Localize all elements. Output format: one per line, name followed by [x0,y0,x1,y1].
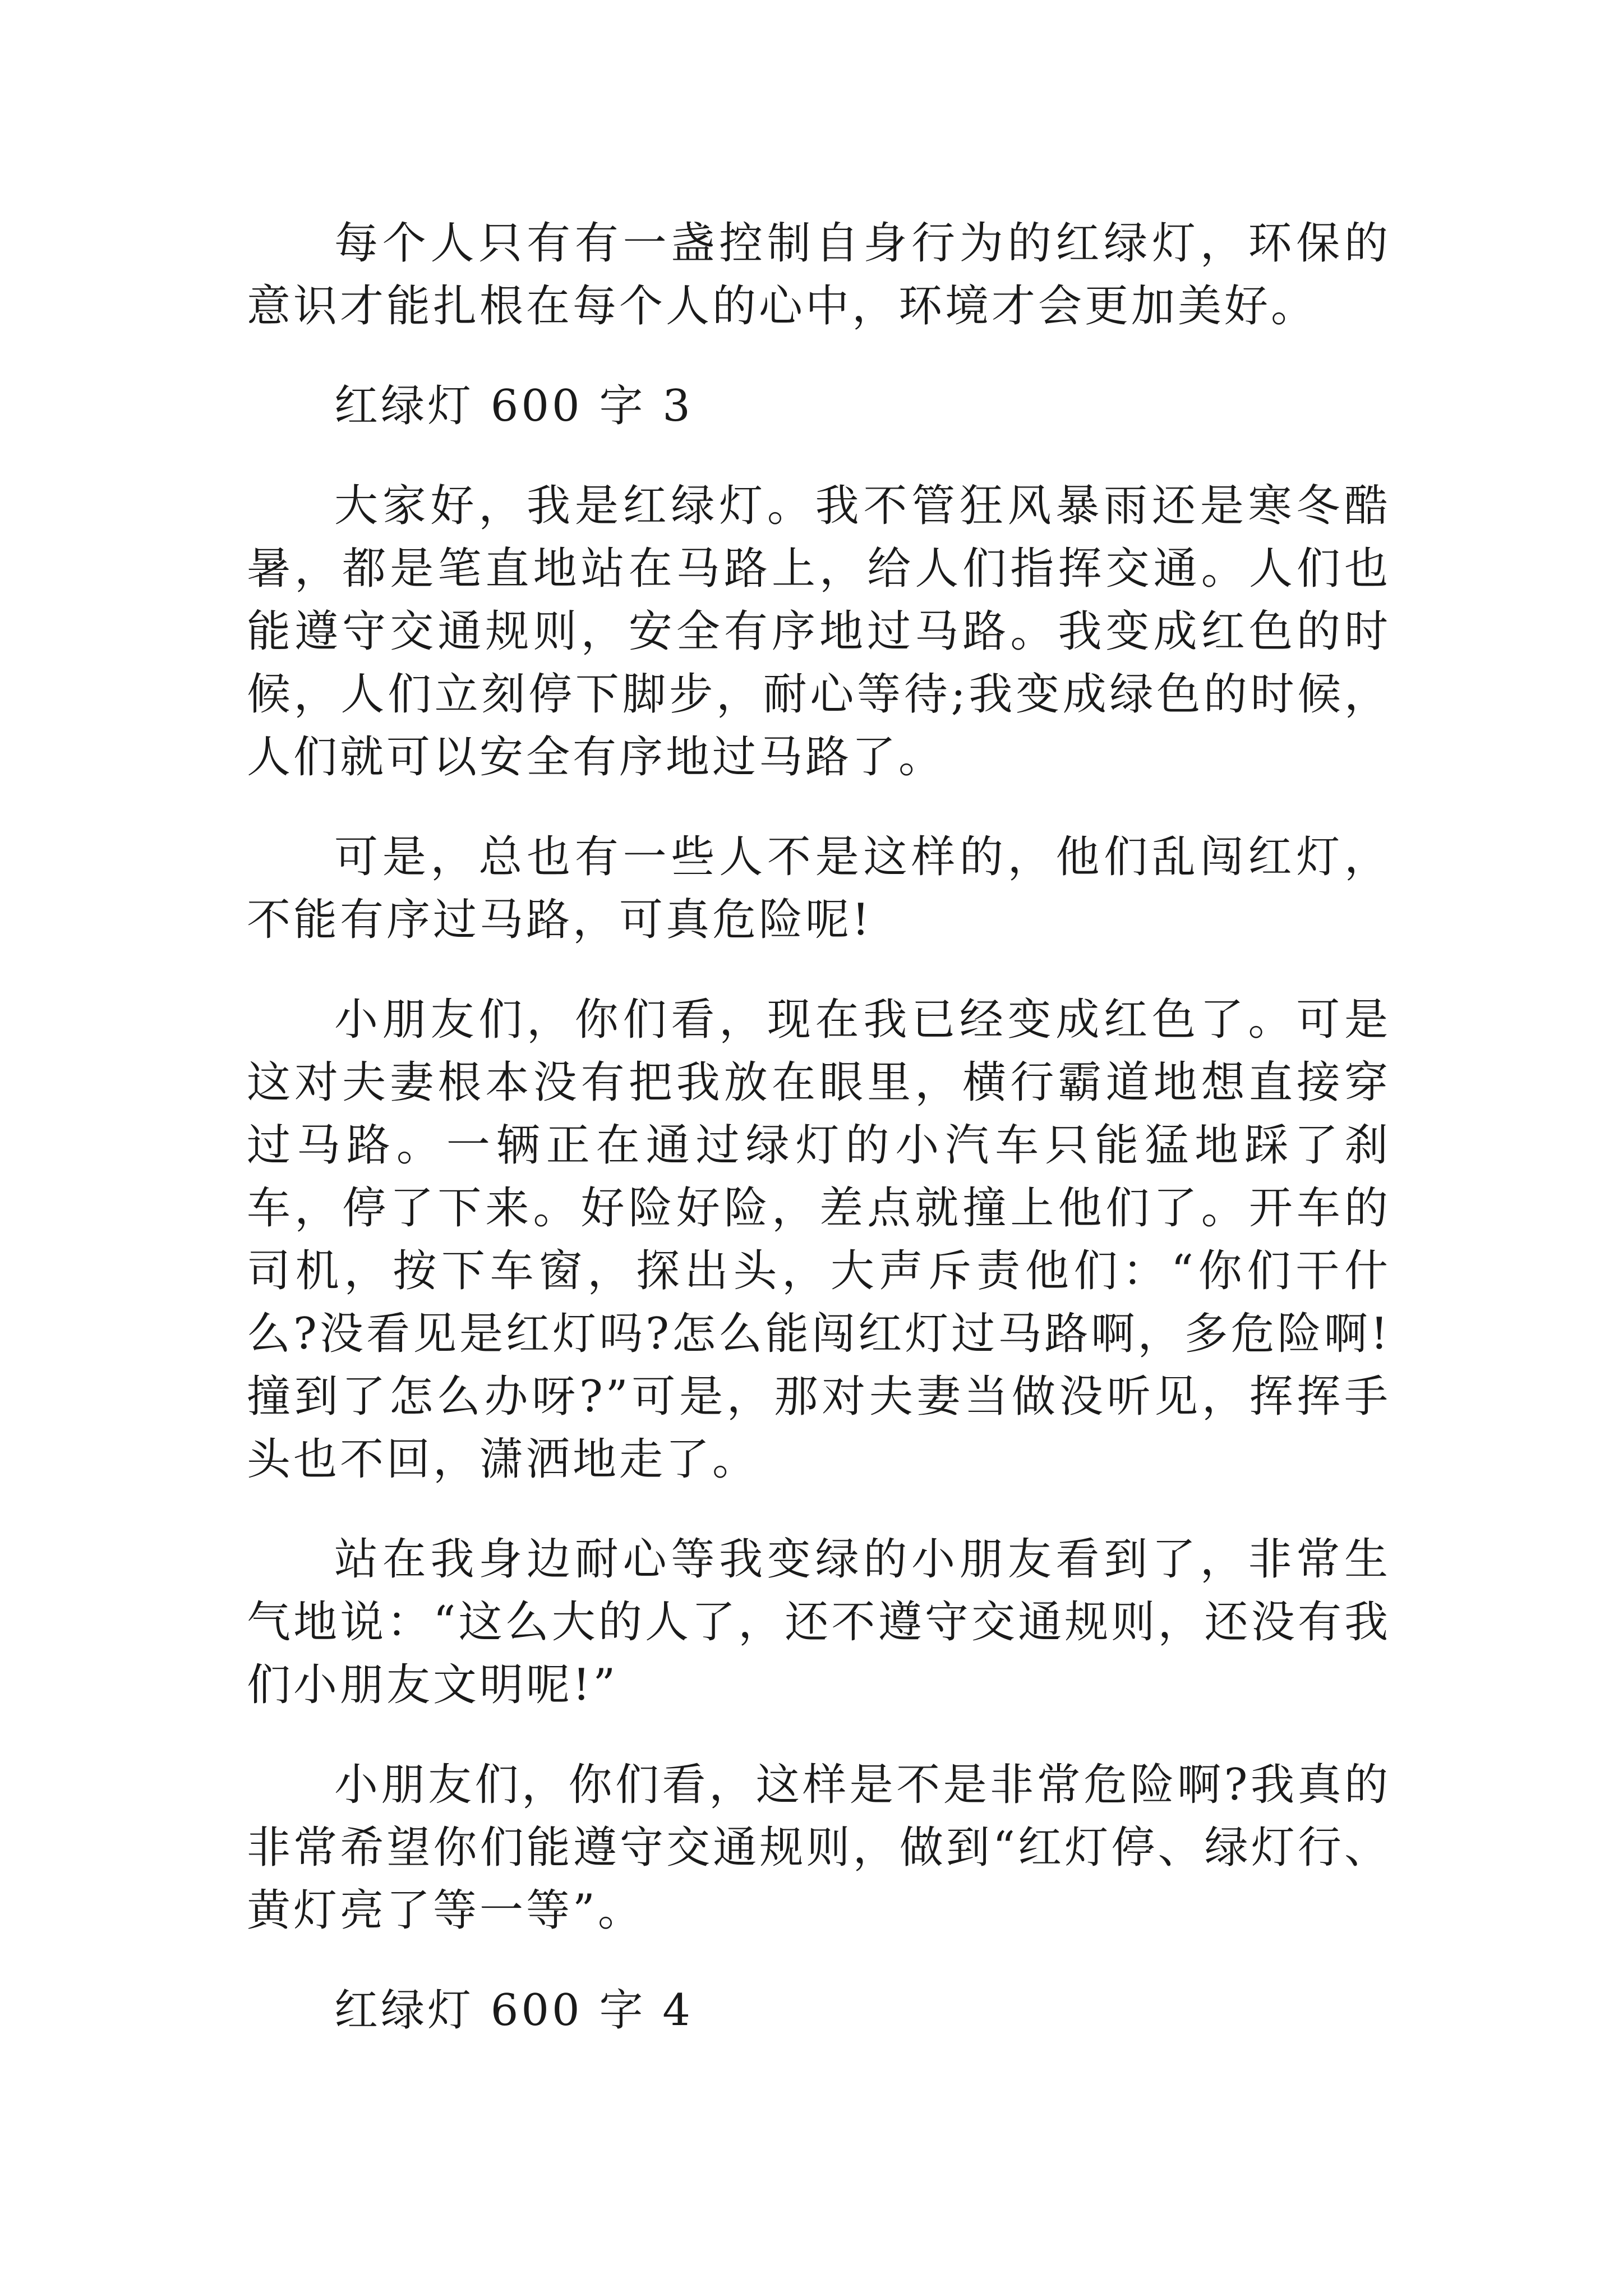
paragraph-environment-conclusion: 每个人只有有一盏控制自身行为的红绿灯，环保的意识才能扎根在每个人的心中，环境才会更加美好。 [247,218,1391,332]
paragraph-hope: 小朋友们，你们看，这样是不是非常危险啊?我真的非常希望你们能遵守交通规则，做到“红灯停、绿灯行、黄灯亮了等一等”。 [247,1760,1391,1936]
paragraph-child-comment: 站在我身边耐心等我变绿的小朋友看到了，非常生气地说：“这么大的人了，还不遵守交通规则，还没有我们小朋友文明呢!” [247,1534,1391,1710]
section-heading-4: 红绿灯 600 字 4 [334,1985,693,2036]
paragraph-danger: 可是，总也有一些人不是这样的，他们乱闯红灯，不能有序过马路，可真危险呢! [247,832,1391,945]
document-body [247,212,1391,2042]
section-heading-3: 红绿灯 600 字 3 [334,381,693,431]
paragraph-couple-crossing: 小朋友们，你们看，现在我已经变成红色了。可是这对夫妻根本没有把我放在眼里，横行霸道地想直接穿过马路。一辆正在通过绿灯的小汽车只能猛地踩了刹车，停了下来。好险好险，差点就撞上他们了。开车的司机，按下车窗，探出头，大声斥责他们：“你们干什么?没看见是红灯吗?怎么能闯红灯过马路啊，多危险啊!撞到了怎么办呀?”可是，那对夫妻当做没听见，挥挥手头也不回，潇洒地走了。 [247,995,1391,1485]
paragraph-introduction: 大家好，我是红绿灯。我不管狂风暴雨还是寒冬酷暑，都是笔直地站在马路上，给人们指挥交通。人们也能遵守交通规则，安全有序地过马路。我变成红色的时候，人们立刻停下脚步，耐心等待;我变成绿色的时候，人们就可以安全有序地过马路了。 [247,481,1391,783]
